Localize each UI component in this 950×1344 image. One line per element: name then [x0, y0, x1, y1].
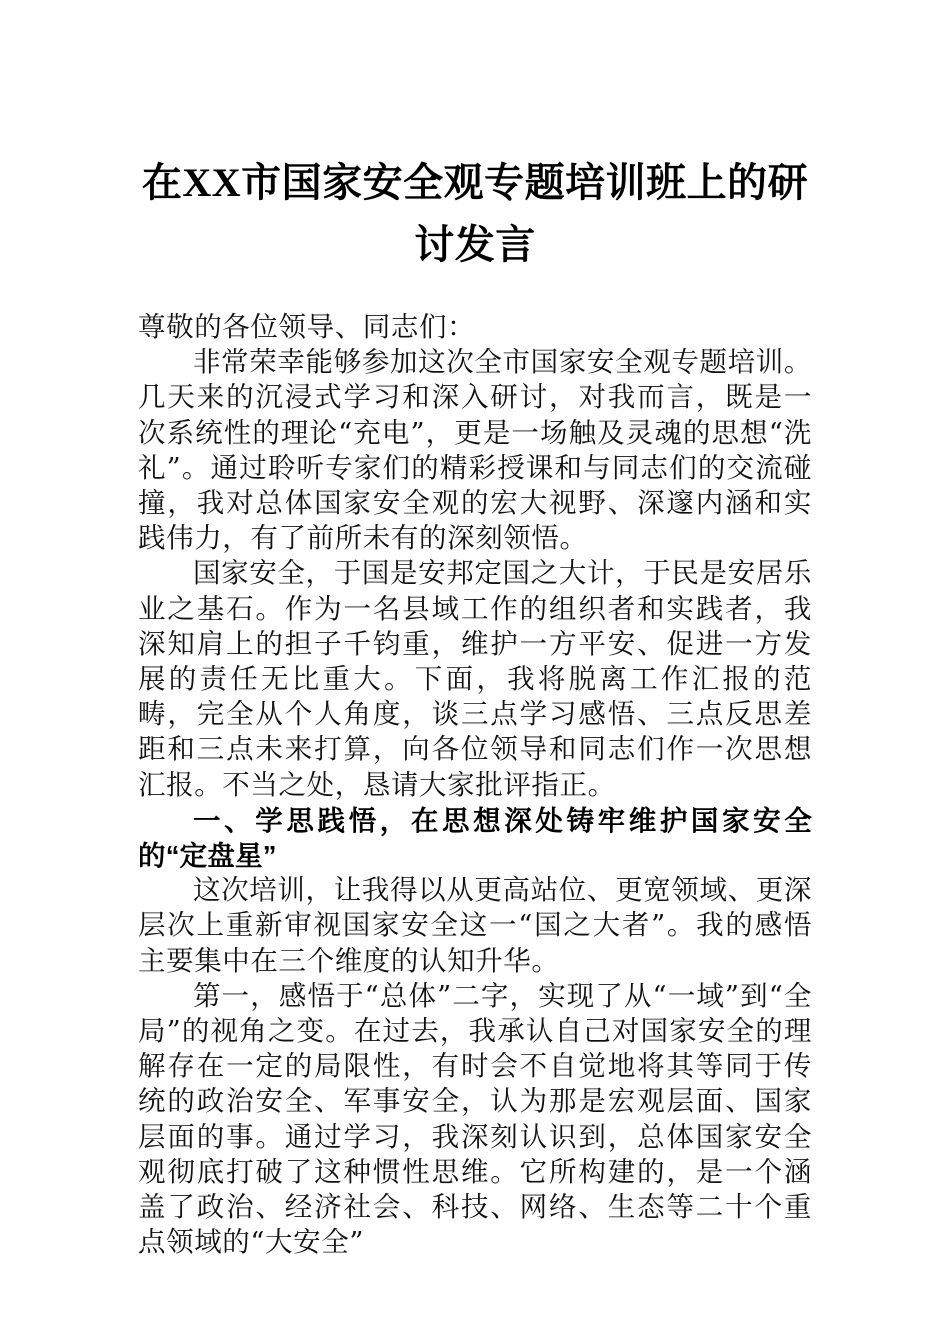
- section-heading: 一、学思践悟，在思想深处铸牢维护国家安全的“定盘星”: [138, 804, 812, 872]
- paragraph: 非常荣幸能够参加这次全市国家安全观专题培训。几天来的沉浸式学习和深入研讨，对我而言，既是一次系统性的理论“充电”，更是一场触及灵魂的思想“洗礼”。通过聆听专家们的精彩授课和与同志们的交流碰撞，我对总体国家安全观的宏大视野、深邃内涵和实践伟力，有了前所未有的深刻领悟。: [138, 346, 812, 555]
- paragraph: 第一，感悟于“总体”二字，实现了从“一域”到“全局”的视角之变。在过去，我承认自己对国家安全的理解存在一定的局限性，有时会不自觉地将其等同于传统的政治安全、军事安全，认为那是宏观层面、国家层面的事。通过学习，我深刻认识到，总体国家安全观彻底打破了这种惯性思维。它所构建的，是一个涵盖了政治、经济社会、科技、网络、生态等二十个重点领域的“大安全”: [138, 979, 812, 1259]
- document-body: [138, 310, 812, 1260]
- page-title: 在XX市国家安全观专题培训班上的研讨发言: [141, 160, 809, 267]
- paragraph: 这次培训，让我得以从更高站位、更宽领域、更深层次上重新审视国家安全这一“国之大者”。我的感悟主要集中在三个维度的认知升华。: [138, 874, 812, 977]
- paragraph: 国家安全，于国是安邦定国之大计，于民是安居乐业之基石。作为一名县域工作的组织者和实践者，我深知肩上的担子千钧重，维护一方平安、促进一方发展的责任无比重大。下面，我将脱离工作汇报的范畴，完全从个人角度，谈三点学习感悟、三点反思差距和三点未来打算，向各位领导和同志们作一次思想汇报。不当之处，恳请大家批评指正。: [138, 557, 812, 801]
- salutation: 尊敬的各位领导、同志们：: [138, 311, 476, 343]
